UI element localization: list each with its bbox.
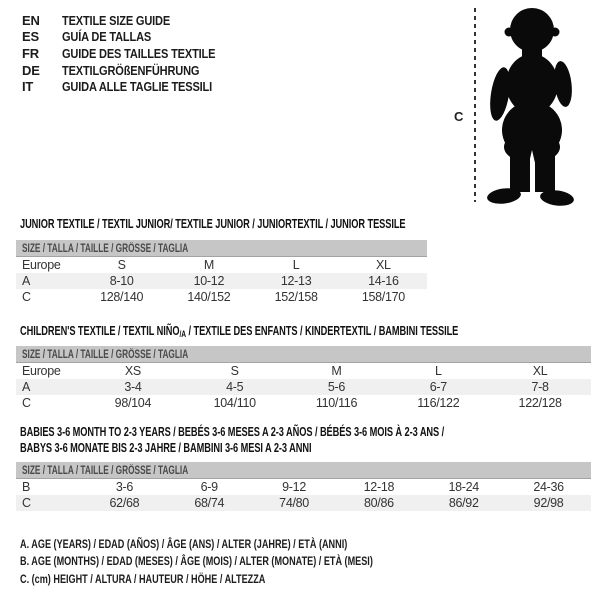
language-row-de [22, 62, 242, 79]
cell: 3-6 [115, 480, 133, 494]
language-row-es [22, 29, 242, 46]
toddler-silhouette [486, 8, 575, 208]
cell: 140/152 [187, 290, 231, 304]
language-label: GUIDA ALLE TAGLIE TESSILI [62, 79, 213, 95]
row-label: C [22, 496, 31, 510]
children-size-table [16, 346, 591, 411]
children-title-prefix: CHILDREN'S TEXTILE / TEXTIL NIÑO [20, 324, 180, 338]
cell: L [434, 364, 442, 378]
cell: XL [376, 258, 391, 272]
size-header-bar [16, 240, 427, 257]
cell: M [203, 258, 214, 272]
row-label: C [22, 396, 31, 410]
cell: S [230, 364, 239, 378]
cell: 8-10 [109, 274, 134, 288]
language-code: ES [22, 29, 39, 45]
cell: 4-5 [226, 380, 244, 394]
table-row [16, 363, 591, 379]
cell: 12-18 [363, 480, 395, 494]
language-code: IT [22, 79, 34, 95]
cell: 18-24 [448, 480, 479, 494]
language-code: EN [22, 12, 40, 28]
language-header [22, 12, 242, 95]
language-code: FR [22, 45, 39, 61]
cell: 7-8 [531, 380, 549, 394]
table-row [16, 479, 591, 495]
cell: 128/140 [100, 290, 144, 304]
cell: 104/110 [213, 396, 256, 410]
row-label: B [22, 480, 31, 494]
cell: 80/86 [364, 496, 394, 510]
cell: M [331, 364, 342, 378]
row-label: C [22, 290, 31, 304]
cell: 74/80 [279, 496, 309, 510]
table-row [16, 495, 591, 511]
language-label: TEXTILE SIZE GUIDE [62, 12, 171, 28]
size-header-label: SIZE / TALLA / TAILLE / GRÖSSE / TAGLIA [22, 349, 189, 361]
cell: 110/116 [315, 396, 358, 410]
junior-size-table [16, 240, 427, 305]
cell: 68/74 [194, 496, 225, 510]
children-title-suffix: / TEXTILE DES ENFANTS / KINDERTEXTIL / BAMBINI TESSILE [186, 324, 459, 338]
size-header-label: SIZE / TALLA / TAILLE / GRÖSSE / TAGLIA [22, 465, 189, 477]
cell: 158/170 [361, 290, 405, 304]
language-row-fr [22, 45, 242, 62]
babies-title-line1: BABIES 3-6 MONTH TO 2-3 YEARS / BEBÉS 3-6 MESES A 2-3 AÑOS / BÉBÉS 3-6 MOIS À 2-3 ANS / [20, 425, 445, 439]
children-title-subscript: /A [179, 329, 187, 339]
table-row [16, 273, 427, 289]
row-label: A [22, 380, 31, 394]
babies-title-line2: BABYS 3-6 MONATE BIS 2-3 JAHRE / BAMBINI 3-6 MESI A 2-3 ANNI [20, 441, 312, 455]
cell: L [292, 258, 300, 272]
language-label: GUIDE DES TAILLES TEXTILE [62, 45, 216, 61]
junior-section-title: JUNIOR TEXTILE / TEXTIL JUNIOR/ TEXTILE JUNIOR / JUNIORTEXTIL / JUNIOR TESSILE [20, 217, 406, 231]
cell: 24-36 [533, 480, 564, 494]
height-measure-label: C [454, 109, 464, 124]
size-header-label: SIZE / TALLA / TAILLE / GRÖSSE / TAGLIA [22, 243, 189, 255]
cell: 3-4 [124, 380, 142, 394]
cell: S [117, 258, 126, 272]
cell: 6-9 [200, 480, 218, 494]
language-row-en [22, 12, 242, 29]
cell: XL [532, 364, 548, 378]
table-row [16, 257, 427, 273]
cell: 9-12 [282, 480, 306, 494]
footnote-c: C. (cm) HEIGHT / ALTURA / HAUTEUR / HÖHE / ALTEZZA [20, 571, 266, 586]
cell: 14-16 [368, 274, 399, 288]
table-row [16, 379, 591, 395]
cell: 10-12 [193, 274, 225, 288]
footnote-a: A. AGE (YEARS) / EDAD (AÑOS) / ÂGE (ANS) / ALTER (JAHRE) / ETÀ (ANNI) [20, 537, 348, 551]
cell: 6-7 [429, 380, 447, 394]
cell: XS [124, 364, 141, 378]
cell: 5-6 [327, 380, 346, 394]
cell: 122/128 [518, 396, 562, 410]
cell: 116/122 [417, 396, 460, 410]
cell: 12-13 [280, 274, 312, 288]
table-row [16, 289, 427, 305]
footnotes [20, 536, 497, 588]
footnote-b: B. AGE (MONTHS) / EDAD (MESES) / ÂGE (MOIS) / ALTER (MONATE) / ETÀ (MESI) [20, 554, 373, 569]
cell: 92/98 [533, 496, 564, 510]
children-section-title [20, 323, 458, 342]
babies-size-table [16, 462, 591, 511]
language-label: GUÍA DE TALLAS [62, 29, 152, 45]
language-label: TEXTILGRÖßENFÜHRUNG [62, 62, 200, 78]
language-row-it [22, 78, 242, 95]
cell: 62/68 [109, 496, 140, 510]
table-row [16, 395, 591, 411]
row-label: Europe [22, 258, 61, 272]
toddler-silhouette-figure [440, 4, 600, 212]
size-header-bar [16, 462, 591, 479]
cell: 98/104 [114, 396, 152, 410]
cell: 86/92 [448, 496, 479, 510]
size-header-bar [16, 346, 591, 363]
language-code: DE [22, 62, 40, 78]
row-label: A [22, 274, 31, 288]
row-label: Europe [22, 364, 61, 378]
cell: 152/158 [274, 290, 318, 304]
babies-section-title [20, 424, 444, 456]
